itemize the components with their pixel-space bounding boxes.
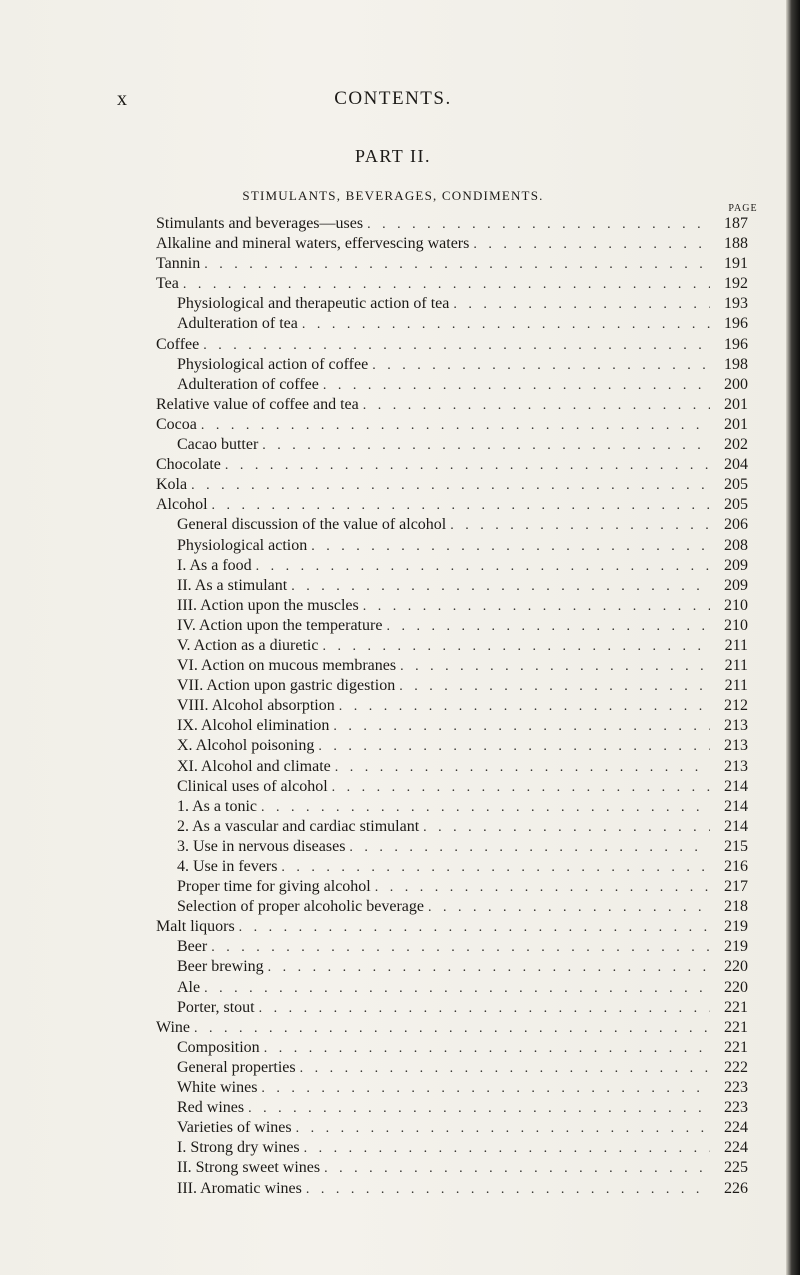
- toc-entry-page: 217: [724, 878, 748, 896]
- toc-leader-dots: [201, 416, 710, 436]
- toc-entry: [156, 937, 748, 957]
- toc-entry-page: 202: [724, 436, 748, 454]
- toc-leader-dots: [349, 838, 710, 858]
- toc-entry: [156, 1138, 748, 1158]
- toc-entry-page: 216: [724, 858, 748, 875]
- toc-entry-title: XI. Alcohol and climate: [177, 757, 331, 775]
- toc-entry-page: 188: [724, 235, 748, 253]
- toc-entry-page: 200: [724, 375, 748, 393]
- toc-entry: [156, 797, 748, 817]
- running-title: CONTENTS.: [334, 88, 452, 109]
- toc-entry-page: 214: [724, 817, 748, 835]
- toc-leader-dots: [304, 1139, 710, 1159]
- toc-entry-title: Porter, stout: [177, 998, 255, 1016]
- toc-entry: [156, 576, 748, 596]
- toc-leader-dots: [291, 577, 710, 597]
- toc-entry-page: 213: [724, 737, 748, 755]
- toc-leader-dots: [332, 778, 710, 798]
- toc-leader-dots: [450, 516, 710, 536]
- toc-entry-title: Adulteration of coffee: [177, 375, 319, 393]
- toc-entry-title: IX. Alcohol elimination: [177, 717, 330, 735]
- toc-leader-dots: [268, 958, 710, 978]
- toc-leader-dots: [363, 396, 710, 416]
- toc-entry-page: 198: [724, 355, 748, 373]
- toc-entry-title: 2. As a vascular and cardiac stimulant: [177, 817, 420, 835]
- toc-leader-dots: [372, 356, 710, 376]
- toc-entry: [156, 375, 748, 395]
- toc-leader-dots: [302, 315, 710, 335]
- toc-entry-title: Physiological action of coffee: [177, 355, 369, 373]
- toc-entry: [156, 978, 748, 998]
- toc-leader-dots: [453, 295, 710, 315]
- toc-entry-page: 205: [724, 476, 748, 494]
- toc-entry-title: VII. Action upon gastric digestion: [177, 677, 396, 695]
- toc-leader-dots: [428, 898, 710, 918]
- toc-entry-page: 220: [724, 978, 748, 996]
- toc-leader-dots: [324, 1159, 710, 1179]
- toc-leader-dots: [300, 1059, 710, 1079]
- toc-entry-page: 222: [724, 1058, 748, 1076]
- toc-leader-dots: [400, 657, 710, 677]
- toc-leader-dots: [225, 456, 710, 476]
- toc-entry: [156, 616, 748, 636]
- toc-entry-page: 224: [724, 1119, 748, 1137]
- toc-entry-title: Chocolate: [156, 456, 221, 474]
- toc-entry-page: 191: [724, 255, 748, 273]
- toc-leader-dots: [386, 617, 710, 637]
- toc-entry-title: V. Action as a diuretic: [177, 636, 319, 654]
- toc-entry: [156, 837, 748, 857]
- toc-entry-title: Malt liquors: [156, 918, 235, 936]
- toc-entry: [156, 656, 748, 676]
- toc-entry-page: 226: [724, 1179, 748, 1197]
- part-subtitle: STIMULANTS, BEVERAGES, CONDIMENTS.: [242, 188, 544, 203]
- toc-entry-page: 219: [724, 938, 748, 956]
- toc-leader-dots: [248, 1099, 710, 1119]
- toc-leader-dots: [261, 798, 710, 818]
- toc-entry-title: VI. Action on mucous membranes: [177, 657, 397, 675]
- toc-entry-title: Cocoa: [156, 415, 197, 433]
- toc-entry-title: Relative value of coffee and tea: [156, 395, 359, 413]
- toc-entry: [156, 475, 748, 495]
- toc-entry-page: 223: [724, 1099, 748, 1117]
- toc-entry-page: 213: [724, 717, 748, 735]
- toc-entry-title: Varieties of wines: [177, 1119, 292, 1137]
- toc-entry: [156, 1098, 748, 1118]
- toc-entry-title: 3. Use in nervous diseases: [177, 837, 346, 855]
- toc-entry: [156, 716, 748, 736]
- toc-leader-dots: [191, 476, 710, 496]
- toc-leader-dots: [363, 597, 710, 617]
- toc-leader-dots: [261, 1079, 710, 1099]
- toc-entry-title: Clinical uses of alcohol: [177, 777, 328, 795]
- toc-leader-dots: [423, 818, 710, 838]
- toc-entry-page: 208: [724, 536, 748, 554]
- page-header: [0, 88, 786, 110]
- toc-entry-page: 196: [724, 315, 748, 333]
- toc-entry-title: Alcohol: [156, 496, 208, 514]
- toc-leader-dots: [318, 737, 710, 757]
- page-folio: x: [117, 88, 128, 110]
- toc-entry-page: 205: [724, 496, 748, 514]
- toc-entry-title: Selection of proper alcoholic beverage: [177, 898, 424, 916]
- toc-entry: [156, 1078, 748, 1098]
- toc-entry-page: 213: [724, 757, 748, 775]
- toc-entry-title: II. As a stimulant: [177, 576, 288, 594]
- toc-entry-page: 192: [724, 275, 748, 293]
- toc-entry: [156, 1118, 748, 1138]
- toc-entry-page: 209: [724, 576, 748, 594]
- toc-entry-page: 210: [724, 596, 748, 614]
- toc-entry-title: I. Strong dry wines: [177, 1139, 300, 1157]
- toc-entry-title: Cacao butter: [177, 436, 259, 454]
- table-of-contents: [156, 214, 748, 1199]
- toc-entry-page: 212: [724, 697, 748, 715]
- toc-entry: [156, 897, 748, 917]
- toc-entry-title: Physiological action: [177, 536, 308, 554]
- toc-entry-page: 219: [724, 918, 748, 936]
- toc-entry: [156, 415, 748, 435]
- toc-entry: [156, 777, 748, 797]
- toc-entry: [156, 636, 748, 656]
- toc-entry: [156, 395, 748, 415]
- toc-entry-page: 223: [724, 1079, 748, 1097]
- toc-entry: [156, 556, 748, 576]
- toc-entry-title: Proper time for giving alcohol: [177, 878, 371, 896]
- toc-entry-page: 204: [724, 456, 748, 474]
- toc-leader-dots: [323, 376, 710, 396]
- toc-entry-title: Beer brewing: [177, 958, 264, 976]
- toc-entry: [156, 355, 748, 375]
- toc-entry: [156, 214, 748, 234]
- toc-entry: [156, 736, 748, 756]
- toc-entry-title: Wine: [156, 1018, 191, 1036]
- toc-entry: [156, 1038, 748, 1058]
- toc-entry-title: VIII. Alcohol absorption: [177, 697, 335, 715]
- toc-entry-page: 193: [724, 295, 748, 313]
- toc-entry-page: 224: [724, 1139, 748, 1157]
- toc-leader-dots: [239, 918, 710, 938]
- toc-leader-dots: [203, 336, 710, 356]
- part-title: PART II.: [355, 146, 431, 166]
- toc-entry-title: White wines: [177, 1079, 258, 1097]
- toc-leader-dots: [212, 496, 710, 516]
- toc-leader-dots: [256, 557, 710, 577]
- toc-entry: [156, 817, 748, 837]
- toc-entry: [156, 294, 748, 314]
- toc-leader-dots: [375, 878, 710, 898]
- toc-entry-title: III. Action upon the muscles: [177, 596, 359, 614]
- toc-leader-dots: [339, 697, 710, 717]
- toc-leader-dots: [259, 999, 710, 1019]
- toc-entry: [156, 536, 748, 556]
- toc-entry: [156, 1179, 748, 1199]
- book-spine-edge: [786, 0, 800, 1275]
- toc-leader-dots: [264, 1039, 710, 1059]
- page-column-label: PAGE: [728, 203, 758, 214]
- toc-entry-page: 221: [724, 998, 748, 1016]
- toc-entry-page: 220: [724, 958, 748, 976]
- toc-entry: [156, 857, 748, 877]
- toc-entry: [156, 515, 748, 535]
- toc-leader-dots: [204, 979, 710, 999]
- toc-leader-dots: [194, 1019, 710, 1039]
- toc-entry: [156, 998, 748, 1018]
- toc-entry: [156, 757, 748, 777]
- toc-entry-title: General discussion of the value of alcohol: [177, 516, 447, 534]
- toc-leader-dots: [262, 436, 710, 456]
- toc-leader-dots: [335, 758, 710, 778]
- toc-entry-page: 211: [724, 677, 748, 695]
- toc-entry-page: 206: [724, 516, 748, 534]
- toc-entry: [156, 495, 748, 515]
- toc-leader-dots: [306, 1180, 710, 1200]
- toc-leader-dots: [204, 255, 710, 275]
- toc-entry-page: 221: [724, 1038, 748, 1056]
- toc-leader-dots: [281, 858, 710, 878]
- toc-leader-dots: [367, 215, 710, 235]
- toc-entry: [156, 596, 748, 616]
- toc-entry-page: 214: [724, 797, 748, 815]
- toc-entry-title: Ale: [177, 978, 201, 996]
- toc-entry-page: 211: [724, 657, 748, 675]
- toc-entry-title: Beer: [177, 938, 208, 956]
- toc-entry-page: 215: [724, 837, 748, 855]
- toc-leader-dots: [211, 938, 710, 958]
- toc-entry: [156, 455, 748, 475]
- toc-entry-page: 210: [724, 616, 748, 634]
- toc-entry-page: 187: [724, 215, 748, 232]
- toc-entry-page: 209: [724, 556, 748, 574]
- toc-leader-dots: [296, 1119, 710, 1139]
- toc-entry-title: IV. Action upon the temperature: [177, 616, 383, 634]
- toc-entry-title: Adulteration of tea: [177, 315, 298, 333]
- toc-entry: [156, 676, 748, 696]
- toc-entry-page: 214: [724, 777, 748, 795]
- toc-entry: [156, 335, 748, 355]
- toc-entry-title: II. Strong sweet wines: [177, 1159, 321, 1177]
- toc-entry-title: Coffee: [156, 335, 200, 353]
- toc-entry: [156, 1058, 748, 1078]
- toc-entry: [156, 254, 748, 274]
- toc-entry: [156, 435, 748, 455]
- toc-entry-page: 221: [724, 1018, 748, 1036]
- toc-entry-page: 211: [724, 636, 748, 654]
- toc-entry: [156, 696, 748, 716]
- toc-entry-page: 201: [724, 415, 748, 433]
- toc-entry-page: 218: [724, 898, 748, 916]
- toc-entry: [156, 957, 748, 977]
- toc-leader-dots: [311, 537, 710, 557]
- toc-leader-dots: [322, 637, 710, 657]
- toc-leader-dots: [183, 275, 710, 295]
- toc-entry-title: I. As a food: [177, 556, 252, 574]
- toc-leader-dots: [333, 717, 710, 737]
- toc-entry-title: Composition: [177, 1038, 260, 1056]
- toc-entry: [156, 917, 748, 937]
- toc-entry-title: Tannin: [156, 255, 201, 273]
- toc-entry-title: III. Aromatic wines: [177, 1179, 302, 1197]
- toc-entry-title: Red wines: [177, 1099, 245, 1117]
- toc-entry: [156, 234, 748, 254]
- toc-entry-title: Physiological and therapeutic action of tea: [177, 295, 450, 313]
- toc-entry: [156, 877, 748, 897]
- toc-entry: [156, 274, 748, 294]
- toc-entry-title: X. Alcohol poisoning: [177, 737, 315, 755]
- toc-entry: [156, 314, 748, 334]
- toc-entry-title: Stimulants and beverages—uses: [156, 215, 364, 232]
- toc-entry-title: Alkaline and mineral waters, effervescing waters: [156, 235, 470, 253]
- toc-entry-title: Tea: [156, 275, 179, 293]
- toc-entry-title: General properties: [177, 1058, 296, 1076]
- toc-entry-title: 4. Use in fevers: [177, 858, 278, 875]
- toc-entry-title: Kola: [156, 476, 188, 494]
- toc-leader-dots: [399, 677, 710, 697]
- toc-entry-page: 196: [724, 335, 748, 353]
- toc-leader-dots: [473, 235, 710, 255]
- toc-entry-page: 225: [724, 1159, 748, 1177]
- toc-entry-page: 201: [724, 395, 748, 413]
- toc-entry: [156, 1158, 748, 1178]
- toc-entry: [156, 1018, 748, 1038]
- toc-entry-title: 1. As a tonic: [177, 797, 257, 815]
